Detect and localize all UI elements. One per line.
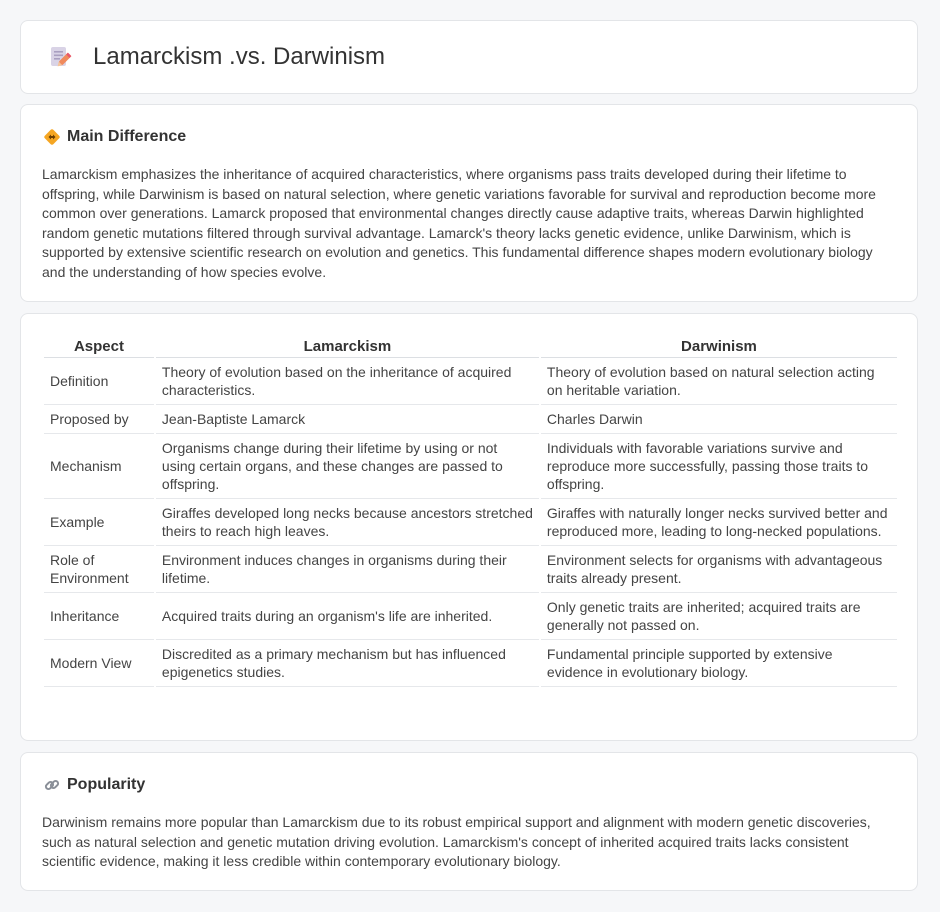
- aspect-cell: Example: [44, 499, 154, 546]
- lamarckism-cell: Jean-Baptiste Lamarck: [156, 405, 539, 434]
- popularity-heading: Popularity: [67, 776, 146, 793]
- darwinism-cell: Giraffes with naturally longer necks survived better and reproduced more, leading to long-necked populations.: [541, 499, 897, 546]
- header-lamarckism: Lamarckism: [156, 334, 539, 358]
- popularity-heading-row: [43, 776, 145, 794]
- aspect-cell: Mechanism: [44, 434, 154, 499]
- comparison-card: [20, 313, 918, 741]
- header-darwinism: Darwinism: [541, 334, 897, 358]
- main-difference-card: [20, 104, 918, 302]
- main-difference-heading: Main Difference: [67, 128, 187, 145]
- table-row: [44, 358, 897, 405]
- lamarckism-cell: Organisms change during their lifetime by using or not using certain organs, and these changes are passed to offspring.: [156, 434, 539, 499]
- aspect-cell: Inheritance: [44, 593, 154, 640]
- lamarckism-cell: Environment induces changes in organisms during their lifetime.: [156, 546, 539, 593]
- lamarckism-cell: Theory of evolution based on the inheritance of acquired characteristics.: [156, 358, 539, 405]
- main-difference-text: Lamarckism emphasizes the inheritance of acquired characteristics, where organisms pass traits developed during their lifetime to offspring, while Darwinism is based on natural selection, where genetic variations favorable for survival and reproduction become more common over generations. Lamarck proposed that environmental changes directly cause adaptive traits, whereas Darwin highlighted random genetic mutations filtered through survival advantage. Lamarck's theory lacks genetic evidence, unlike Darwinism, which is supported by extensive scientific research on evolution and genetics. This fundamental difference shapes modern evolutionary biology and the understanding of how species evolve.: [42, 166, 876, 280]
- table-row: [44, 405, 897, 434]
- aspect-cell: Role of Environment: [44, 546, 154, 593]
- lamarckism-cell: Acquired traits during an organism's life are inherited.: [156, 593, 539, 640]
- title-row: [47, 43, 385, 71]
- darwinism-cell: Environment selects for organisms with advantageous traits already present.: [541, 546, 897, 593]
- main-difference-heading-row: [43, 128, 186, 146]
- document-pencil-icon: [47, 44, 73, 70]
- comparison-table: [42, 334, 899, 687]
- table-header-row: [44, 334, 897, 358]
- darwinism-cell: Theory of evolution based on natural selection acting on heritable variation.: [541, 358, 897, 405]
- darwinism-cell: Only genetic traits are inherited; acquired traits are generally not passed on.: [541, 593, 897, 640]
- header-card: [20, 20, 918, 94]
- darwinism-cell: Charles Darwin: [541, 405, 897, 434]
- table-row: [44, 640, 897, 687]
- darwinism-cell: Fundamental principle supported by extensive evidence in evolutionary biology.: [541, 640, 897, 687]
- lamarckism-cell: Discredited as a primary mechanism but has influenced epigenetics studies.: [156, 640, 539, 687]
- aspect-cell: Modern View: [44, 640, 154, 687]
- aspect-cell: Proposed by: [44, 405, 154, 434]
- lamarckism-cell: Giraffes developed long necks because ancestors stretched theirs to reach high leaves.: [156, 499, 539, 546]
- popularity-text: Darwinism remains more popular than Lamarckism due to its robust empirical support and alignment with modern genetic discoveries, such as natural selection and genetic mutation driving evolution. Lamarckism's concept of inherited acquired traits lacks consistent scientific evidence, making it less credible within contemporary evolutionary biology.: [42, 814, 871, 869]
- table-row: [44, 499, 897, 546]
- header-aspect: Aspect: [44, 334, 154, 358]
- link-icon: [43, 776, 61, 794]
- popularity-card: [20, 752, 918, 891]
- table-row: [44, 434, 897, 499]
- table-row: [44, 593, 897, 640]
- aspect-cell: Definition: [44, 358, 154, 405]
- page-title: Lamarckism .vs. Darwinism: [93, 43, 386, 70]
- table-row: [44, 546, 897, 593]
- darwinism-cell: Individuals with favorable variations survive and reproduce more successfully, passing those traits to offspring.: [541, 434, 897, 499]
- diamond-arrows-icon: [43, 128, 61, 146]
